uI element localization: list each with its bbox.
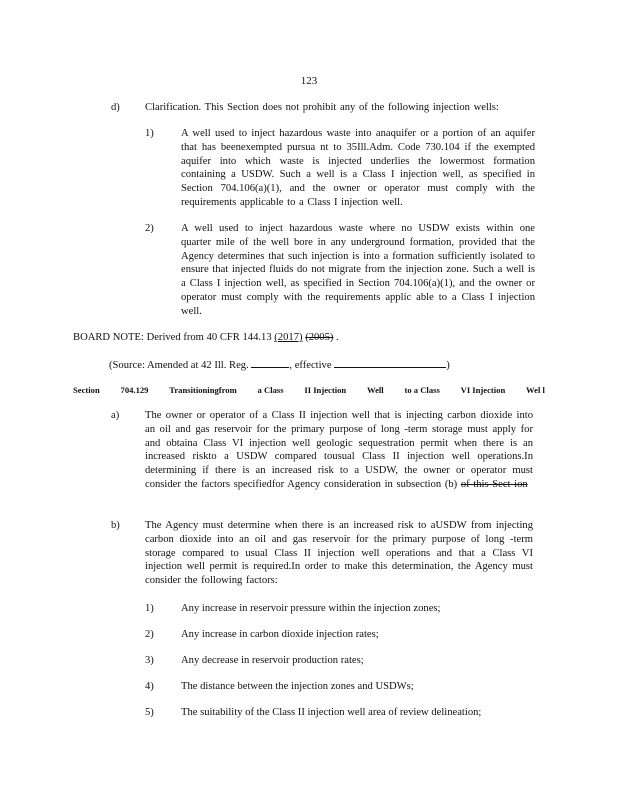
factor-1-number: 1) <box>145 603 154 614</box>
section-heading-part: Section <box>73 385 100 395</box>
factor-5-number: 5) <box>145 707 154 718</box>
subsection-d-label: d) <box>111 102 120 113</box>
subsection-a-struck-text: of this Sect ion <box>460 478 528 490</box>
subsection-b-text: The Agency must determine when there is an increased risk to aUSDW from injecting carbon dioxide into an oil and gas reservoir for the primary purpose of long -term storage compared to usual Class II injection well operations and that a Class VI injection well permit is required.In order to make this determination, the Agency must consider the following factors: <box>145 520 533 587</box>
section-heading-part: Transitioningfrom <box>169 385 237 395</box>
item-d2-number: 2) <box>145 223 154 234</box>
source-suffix: ) <box>446 360 450 371</box>
register-blank <box>251 357 289 368</box>
section-heading-part: Wel l <box>526 385 545 395</box>
section-heading <box>73 385 545 396</box>
section-heading-part: Well <box>366 385 384 395</box>
factor-2-number: 2) <box>145 629 154 640</box>
item-d2-text: A well used to inject hazardous waste where no USDW exists within one quarter mile of the well bore in any underground formation, provided that the Agency determines that such injection is into a formation sufficiently isolated to ensure that injected fluids do not migrate from the injection zone. Such a well is a Class I injection well, as specified in Section 704.106(a)(1), and the owner or operator must comply with the requirements applic able to a Class I injection well. <box>181 223 535 317</box>
board-note-new-year: (2017) <box>274 332 303 343</box>
section-heading-part: II Injection <box>304 385 347 395</box>
section-heading-part: 704.129 <box>120 385 149 395</box>
effective-date-blank <box>334 357 446 368</box>
board-note <box>73 331 339 345</box>
subsection-a-text <box>145 409 533 492</box>
source-note <box>109 357 450 373</box>
factor-4-text: The distance between the injection zones and USDWs; <box>181 681 414 692</box>
subsection-b-label: b) <box>111 520 120 531</box>
source-prefix: (Source: Amended at 42 Ill. Reg. <box>109 360 252 371</box>
subsection-a-label: a) <box>111 410 120 421</box>
factor-4-number: 4) <box>145 681 154 692</box>
section-heading-part: VI Injection <box>460 385 506 395</box>
item-d1-number: 1) <box>145 128 154 139</box>
factor-1-text: Any increase in reservoir pressure within the injection zones; <box>181 603 441 614</box>
factor-5-text: The suitability of the Class II injection well area of review delineation; <box>181 707 482 718</box>
factor-3-number: 3) <box>145 655 154 666</box>
section-heading-part: a Class <box>257 385 284 395</box>
board-note-suffix: . <box>333 332 339 343</box>
subsection-d-text: Clarification. This Section does not prohibit any of the following injection wells: <box>145 102 499 113</box>
source-mid: , effective <box>289 360 335 371</box>
section-heading-part: to a Class <box>404 385 440 395</box>
item-d1-text: A well used to inject hazardous waste into anaquifer or a portion of an aquifer that has beenexempted pursua nt to 35Ill.Adm. Code 730.104 if the exempted aquifer into which waste is injected underlies the lowermost formation containing a USDW. Such a well is a Class I injection well, as specified in Section 704.106(a)(1), and the owner or operator must comply with the requirements applicable to a Class I injection well. <box>181 128 535 208</box>
page-number: 123 <box>300 75 318 87</box>
board-note-prefix: BOARD NOTE: Derived from 40 CFR 144.13 <box>73 332 275 343</box>
board-note-old-year: (2005) <box>305 332 334 343</box>
factor-2-text: Any increase in carbon dioxide injection rates; <box>181 629 379 640</box>
subsection-a-body: The owner or operator of a Class II injection well that is injecting carbon dioxide into an oil and gas reservoir for the primary purpose of long -term storage must apply for and obtaina Class VI injection well geologic sequestration permit when there is an increased riskto a USDW compared tousual Class II injection well operations.In determining if there is an increased risk to a USDW, the owner or operator must consider the factors specifiedfor Agency consideration in subsection (b) <box>145 410 533 490</box>
factor-3-text: Any decrease in reservoir production rates; <box>181 655 364 666</box>
